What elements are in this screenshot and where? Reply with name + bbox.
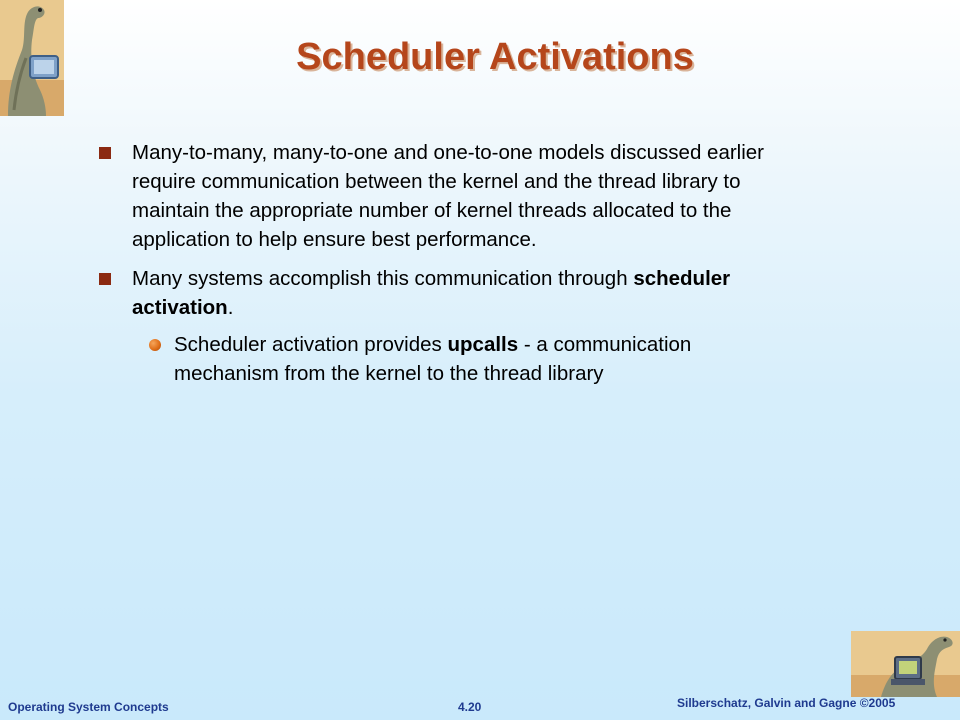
- footer-course-title: Operating System Concepts: [8, 700, 169, 714]
- square-bullet-icon: [99, 147, 111, 159]
- bullet-item: [96, 264, 796, 388]
- sub-bullet-item: [138, 330, 796, 388]
- page-title: Scheduler Activations: [296, 36, 694, 78]
- bold-term: scheduler activation: [132, 267, 731, 319]
- sub-bullet-text: Scheduler activation provides: [174, 333, 448, 356]
- bullet-text: Many-to-many, many-to-one and one-to-one models discussed earlier require communication between the kernel and the thread library to maintain the appropriate number of kernel threads allocated to the application to help ensure best performance.: [132, 141, 765, 251]
- bold-term: upcalls: [447, 333, 519, 356]
- slide-content: [96, 138, 796, 398]
- bullet-text: .: [227, 296, 234, 319]
- bullet-text: Many systems accomplish this communication through: [132, 267, 634, 290]
- round-bullet-icon: [149, 339, 161, 351]
- footer-authors: Silberschatz, Galvin and Gagne ©2005: [677, 696, 896, 710]
- footer-slide-number: 4.20: [458, 700, 482, 714]
- square-bullet-icon: [99, 273, 111, 285]
- bullet-item: [96, 138, 796, 254]
- dinosaur-computer-logo-icon: [851, 631, 960, 697]
- sub-bullet-text: - a communication mechanism from the kernel to the thread library: [174, 333, 692, 385]
